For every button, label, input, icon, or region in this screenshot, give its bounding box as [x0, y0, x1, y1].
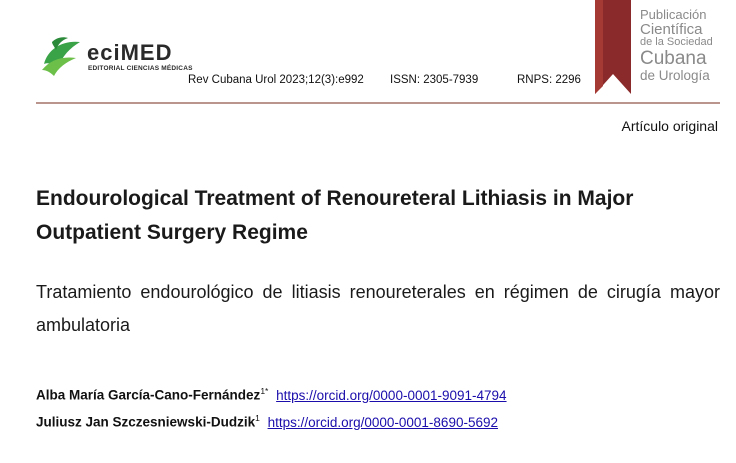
author-name: Juliusz Jan Szczesniewski-Dudzik	[36, 414, 256, 430]
author-entry	[36, 413, 507, 440]
orcid-link[interactable]: https://orcid.org/0000-0001-9091-4794	[276, 387, 507, 403]
society-line: Científica	[640, 20, 703, 38]
logo-subtitle: EDITORIAL CIENCIAS MÉDICAS	[88, 65, 193, 72]
author-entry	[36, 386, 507, 413]
logo-name: eciMED	[87, 40, 173, 65]
author-affiliation: 1	[255, 413, 260, 423]
society-line: Cubana	[640, 47, 707, 69]
author-affiliation: 1*	[260, 386, 269, 396]
article-subtitle: Tratamiento endourológico de litiasis renoureterales en régimen de cirugía mayor ambulatoria	[36, 282, 720, 335]
society-line: de la Sociedad	[640, 36, 713, 49]
society-line: de Urología	[640, 67, 710, 83]
author-list	[36, 386, 507, 440]
article-title: Endourological Treatment of Renoureteral Lithiasis in Major Outpatient Surgery Regime	[36, 187, 634, 244]
orcid-link[interactable]: https://orcid.org/0000-0001-8690-5692	[267, 414, 498, 430]
society-line: Publicación	[640, 7, 707, 22]
ribbon-icon	[593, 0, 633, 96]
article-type: Artículo original	[621, 118, 718, 134]
page-header	[0, 0, 736, 108]
author-name: Alba María García-Cano-Fernández	[36, 387, 261, 403]
header-divider	[36, 102, 720, 104]
issn: ISSN: 2305-7939	[390, 74, 479, 86]
society-name	[640, 8, 713, 83]
leaf-icon	[40, 34, 84, 78]
rnps: RNPS: 2296	[517, 74, 581, 86]
ecimed-logo	[40, 34, 193, 78]
journal-citation: Rev Cubana Urol 2023;12(3):e992	[188, 74, 364, 86]
